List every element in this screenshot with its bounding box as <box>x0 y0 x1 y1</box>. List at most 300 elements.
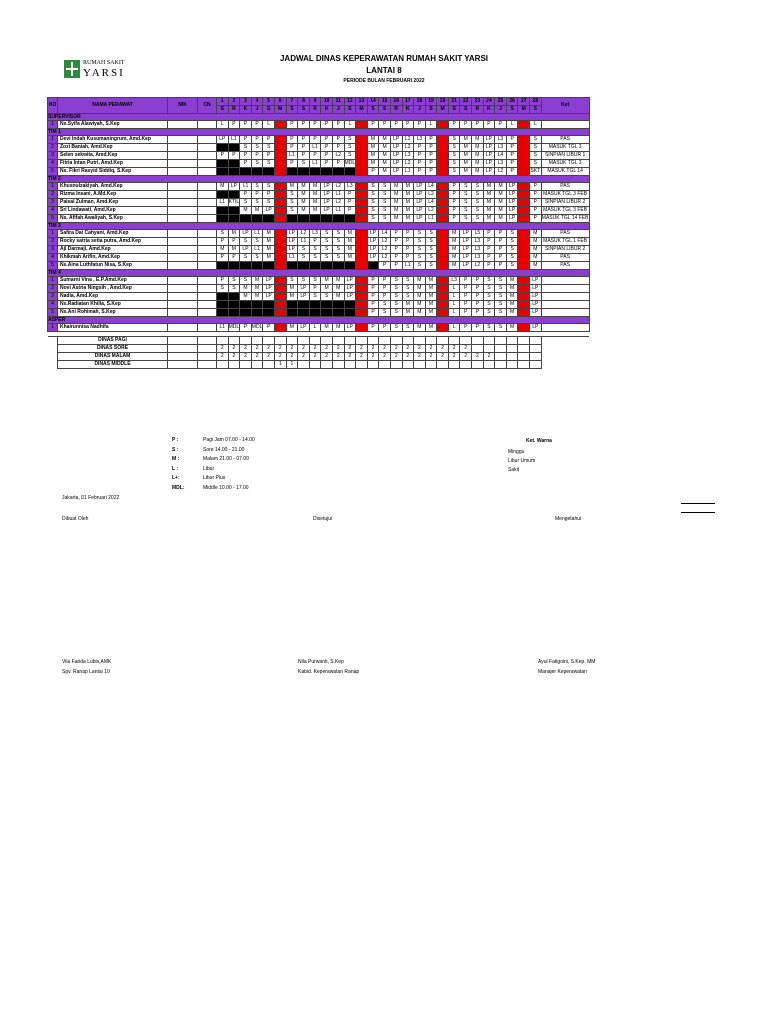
shift-cell <box>518 309 530 317</box>
shift-cell <box>518 136 530 144</box>
header-weekday: R <box>390 106 402 114</box>
summary-count <box>460 361 472 369</box>
shift-cell: S <box>460 191 472 199</box>
note-cell <box>541 301 589 309</box>
shift-cell <box>518 254 530 262</box>
shift-cell: L <box>344 121 356 129</box>
shift-cell <box>298 301 310 309</box>
note-cell: SINPIAN LIBUR 2 <box>541 246 589 254</box>
summary-count <box>263 361 275 369</box>
shift-cell: P <box>530 215 542 223</box>
row-number: 3 <box>48 246 58 254</box>
shift-cell: P <box>263 152 275 160</box>
shift-cell <box>263 215 275 223</box>
shift-cell <box>274 262 286 270</box>
shift-cell: P <box>298 121 310 129</box>
shift-cell <box>437 254 449 262</box>
shift-cell: P <box>472 309 484 317</box>
shift-cell <box>217 262 229 270</box>
shift-cell: S <box>251 238 263 246</box>
shift-cell <box>228 215 240 223</box>
shift-cell: LP <box>483 168 495 176</box>
shift-cell: S <box>495 324 507 332</box>
shift-cell <box>518 152 530 160</box>
shift-cell: M <box>448 262 460 270</box>
shift-cell: L <box>309 324 321 332</box>
shift-cell: S <box>530 144 542 152</box>
shift-cell: L2 <box>472 262 484 270</box>
shift-cell <box>518 246 530 254</box>
shift-cell: M <box>332 324 344 332</box>
shift-cell <box>309 168 321 176</box>
shift-cell: S <box>332 238 344 246</box>
shift-cell: L3 <box>309 230 321 238</box>
shift-cell: S <box>472 199 484 207</box>
summary-count: 2 <box>367 353 379 361</box>
summary-count <box>506 345 518 353</box>
row-number: 1 <box>48 324 58 332</box>
shift-cell: P <box>286 121 298 129</box>
shift-cell: S <box>495 301 507 309</box>
shift-cell: M <box>390 207 402 215</box>
summary-count <box>425 361 437 369</box>
header-weekday: S <box>298 106 310 114</box>
cn-cell <box>198 183 217 191</box>
shift-cell: P <box>472 285 484 293</box>
shift-cell: P <box>309 136 321 144</box>
shift-cell: S <box>460 199 472 207</box>
summary-count: 2 <box>274 345 286 353</box>
summary-count: 1 <box>286 361 298 369</box>
shift-cell: M <box>448 238 460 246</box>
shift-cell: P <box>251 136 263 144</box>
header-day: 4 <box>251 98 263 106</box>
shift-cell: P <box>286 136 298 144</box>
shift-cell <box>437 168 449 176</box>
shift-cell <box>344 215 356 223</box>
header-weekday: S <box>448 106 460 114</box>
shift-cell <box>356 301 368 309</box>
shift-cell: P <box>390 121 402 129</box>
shift-cell: M <box>472 152 484 160</box>
shift-cell: S <box>309 254 321 262</box>
shift-cell: P <box>402 246 414 254</box>
section-title: ASPER <box>48 317 590 324</box>
shift-cell <box>240 309 252 317</box>
nurse-name: Ns.Syifa Alawiyah, S.Kep <box>58 121 168 129</box>
shift-cell: L3 <box>414 136 426 144</box>
shift-cell: LP <box>460 238 472 246</box>
shift-cell: M <box>309 191 321 199</box>
shift-cell <box>344 168 356 176</box>
header-day: 2 <box>228 98 240 106</box>
shift-cell: L3 <box>472 254 484 262</box>
shift-cell: S <box>483 277 495 285</box>
shift-cell <box>518 160 530 168</box>
shift-cell: M <box>390 199 402 207</box>
shift-cell: P <box>530 191 542 199</box>
summary-count <box>390 361 402 369</box>
header-weekday: R <box>472 106 484 114</box>
signature-role: Mengetahui <box>555 516 582 522</box>
nik-cell <box>168 168 198 176</box>
shift-cell: S <box>390 301 402 309</box>
summary-count <box>518 361 530 369</box>
color-legend-item: Sakit <box>508 467 520 473</box>
shift-cell: M <box>460 168 472 176</box>
shift-cell <box>228 160 240 168</box>
shift-cell: P <box>367 285 379 293</box>
summary-count: 2 <box>298 353 310 361</box>
shift-cell <box>437 324 449 332</box>
shift-cell: P <box>483 246 495 254</box>
shift-cell <box>356 246 368 254</box>
summary-count <box>217 361 229 369</box>
summary-row <box>48 361 590 369</box>
shift-cell <box>356 254 368 262</box>
header-day: 7 <box>286 98 298 106</box>
shift-cell: LP <box>263 285 275 293</box>
summary-spacer <box>541 345 589 353</box>
cn-cell <box>198 191 217 199</box>
shift-cell <box>274 246 286 254</box>
shift-cell: M <box>460 144 472 152</box>
shift-cell: P <box>263 324 275 332</box>
shift-cell: P <box>367 324 379 332</box>
nurse-name: Zozi Baniah, Amd.Kep <box>58 144 168 152</box>
shift-cell: P <box>286 160 298 168</box>
shift-cell: S <box>530 152 542 160</box>
header-day: 1 <box>217 98 229 106</box>
shift-cell: P <box>483 254 495 262</box>
header-day: 9 <box>309 98 321 106</box>
shift-cell: LP <box>506 207 518 215</box>
shift-cell: M <box>460 136 472 144</box>
shift-cell <box>518 301 530 309</box>
shift-cell: S <box>425 254 437 262</box>
note-cell <box>541 324 589 332</box>
shift-cell: P <box>402 121 414 129</box>
summary-blank <box>198 345 217 353</box>
shift-cell <box>437 191 449 199</box>
section-title: TIM 4 <box>48 270 590 277</box>
shift-cell: S <box>286 191 298 199</box>
shift-cell: S <box>251 254 263 262</box>
summary-count <box>425 337 437 345</box>
shift-cell: S <box>298 246 310 254</box>
shift-cell: S <box>263 183 275 191</box>
shift-cell: M <box>251 293 263 301</box>
color-legend-item: Minggu <box>508 449 525 455</box>
shift-cell: LP <box>344 277 356 285</box>
nik-cell <box>168 309 198 317</box>
summary-count <box>217 337 229 345</box>
header-weekday: R <box>309 106 321 114</box>
header-day: 20 <box>437 98 449 106</box>
shift-cell <box>298 262 310 270</box>
summary-count <box>344 337 356 345</box>
row-number: 1 <box>48 230 58 238</box>
shift-cell: S <box>460 207 472 215</box>
summary-count: 2 <box>217 353 229 361</box>
shift-cell: LP <box>298 293 310 301</box>
shift-cell: P <box>309 238 321 246</box>
header-cn: CN <box>198 98 217 114</box>
shift-cell: M <box>379 160 391 168</box>
shift-cell: P <box>321 152 333 160</box>
shift-cell: P <box>483 238 495 246</box>
shift-cell <box>217 301 229 309</box>
header-weekday: K <box>483 106 495 114</box>
schedule-table <box>47 97 590 369</box>
shift-cell: S <box>495 309 507 317</box>
shift-cell: P <box>495 121 507 129</box>
signature-line <box>681 503 715 504</box>
shift-cell <box>321 168 333 176</box>
shift-cell: S <box>263 144 275 152</box>
shift-cell <box>356 215 368 223</box>
shift-cell: P <box>251 191 263 199</box>
shift-cell: LP <box>530 309 542 317</box>
row-number: 4 <box>48 254 58 262</box>
shift-cell: P <box>309 152 321 160</box>
row-number: 1 <box>48 183 58 191</box>
summary-row <box>48 337 590 345</box>
summary-count: 2 <box>274 353 286 361</box>
legend-code: P : <box>172 437 179 443</box>
shift-cell: LP <box>483 152 495 160</box>
table-row <box>48 324 590 332</box>
shift-cell: S <box>332 246 344 254</box>
shift-cell: P <box>402 230 414 238</box>
shift-cell: M <box>367 160 379 168</box>
summary-count <box>495 353 507 361</box>
shift-cell: S <box>425 230 437 238</box>
nik-cell <box>168 136 198 144</box>
shift-cell: P <box>448 121 460 129</box>
cn-cell <box>198 277 217 285</box>
shift-cell <box>518 238 530 246</box>
nurse-name: Khikmah Arifin, Amd.Kep <box>58 254 168 262</box>
nurse-name: Rocky satria setia putra, Amd.Kep <box>58 238 168 246</box>
legend-desc: Middle 10.00 - 17.00 <box>203 484 249 491</box>
summary-count: 2 <box>379 345 391 353</box>
shift-cell <box>274 215 286 223</box>
shift-cell: L <box>448 309 460 317</box>
shift-cell: M <box>402 215 414 223</box>
table-row <box>48 254 590 262</box>
legend-desc: Sore 14.00 - 21.00 <box>203 446 245 453</box>
shift-cell: M <box>344 254 356 262</box>
shift-cell: L2 <box>379 238 391 246</box>
shift-cell <box>240 168 252 176</box>
summary-blank <box>198 353 217 361</box>
shift-cell: P <box>460 309 472 317</box>
signature-name: Vila Farida Lubis,AMK <box>62 659 112 665</box>
shift-cell <box>251 301 263 309</box>
shift-cell <box>274 136 286 144</box>
shift-cell: P <box>228 238 240 246</box>
shift-cell <box>274 324 286 332</box>
summary-count: 2 <box>367 345 379 353</box>
shift-cell: S <box>414 254 426 262</box>
table-row <box>48 136 590 144</box>
shift-cell: M <box>298 191 310 199</box>
header-weekday: K <box>321 106 333 114</box>
header-day: 22 <box>460 98 472 106</box>
header-weekday: S <box>367 106 379 114</box>
shift-cell <box>437 160 449 168</box>
shift-cell: S <box>460 183 472 191</box>
summary-count: 2 <box>414 353 426 361</box>
shift-cell: P <box>217 238 229 246</box>
summary-count <box>472 337 484 345</box>
nurse-name: Ns. Afifah Awaliyah, S.Kep <box>58 215 168 223</box>
shift-cell: L3 <box>448 277 460 285</box>
shift-cell <box>217 207 229 215</box>
header-day: 5 <box>263 98 275 106</box>
shift-cell <box>437 309 449 317</box>
shift-cell: L4 <box>379 230 391 238</box>
header-day: 13 <box>356 98 368 106</box>
shift-cell: M <box>402 301 414 309</box>
shift-cell: M <box>495 207 507 215</box>
shift-cell: L2 <box>402 144 414 152</box>
shift-cell: M <box>251 207 263 215</box>
summary-count: 2 <box>263 353 275 361</box>
shift-cell <box>437 262 449 270</box>
shift-cell <box>518 183 530 191</box>
section-header <box>48 223 590 230</box>
table-row <box>48 293 590 301</box>
shift-cell: M <box>425 309 437 317</box>
shift-cell: P <box>390 254 402 262</box>
shift-cell: LP <box>390 144 402 152</box>
shift-cell: M <box>414 293 426 301</box>
note-cell: MASUK TGL 3 <box>541 160 589 168</box>
shift-cell: M <box>402 207 414 215</box>
shift-cell: M <box>414 277 426 285</box>
shift-cell: L2 <box>379 246 391 254</box>
shift-cell: P <box>298 152 310 160</box>
shift-cell <box>251 215 263 223</box>
summary-spacer <box>541 353 589 361</box>
summary-count <box>495 361 507 369</box>
shift-cell: M <box>530 238 542 246</box>
nurse-name: Safira Dai Cahyani, Amd.Kep <box>58 230 168 238</box>
shift-cell: S <box>530 160 542 168</box>
summary-count: 2 <box>437 345 449 353</box>
summary-count: 2 <box>309 353 321 361</box>
shift-cell: LP <box>344 324 356 332</box>
header-weekday: S <box>286 106 298 114</box>
summary-count: 2 <box>390 345 402 353</box>
header-day: 17 <box>402 98 414 106</box>
section-title: TIM 2 <box>48 176 590 183</box>
shift-cell: P <box>321 121 333 129</box>
shift-cell: S <box>390 285 402 293</box>
summary-count <box>263 337 275 345</box>
section-header <box>48 176 590 183</box>
shift-cell: P <box>367 293 379 301</box>
summary-count: 2 <box>286 353 298 361</box>
legend-code: M : <box>172 456 180 462</box>
cn-cell <box>198 285 217 293</box>
shift-cell: L2 <box>402 160 414 168</box>
summary-count <box>518 353 530 361</box>
shift-cell: P <box>472 301 484 309</box>
nurse-name: Khusnulzakiyah, Amd.Kep <box>58 183 168 191</box>
shift-cell: S <box>402 293 414 301</box>
nik-cell <box>168 160 198 168</box>
shift-cell: P <box>240 324 252 332</box>
shift-cell <box>263 301 275 309</box>
shift-cell: M <box>367 152 379 160</box>
note-cell: SINPIAN LIBUR 2 <box>541 199 589 207</box>
shift-cell <box>228 301 240 309</box>
shift-cell <box>298 215 310 223</box>
shift-cell: P <box>379 121 391 129</box>
shift-cell: S <box>217 230 229 238</box>
shift-cell: LP <box>460 254 472 262</box>
shift-cell <box>437 230 449 238</box>
note-cell <box>541 293 589 301</box>
shift-cell: L2 <box>402 136 414 144</box>
shift-cell: P <box>448 183 460 191</box>
shift-cell <box>321 309 333 317</box>
cn-cell <box>198 230 217 238</box>
shift-cell: M <box>321 277 333 285</box>
summary-count: 2 <box>402 353 414 361</box>
shift-cell: S <box>321 254 333 262</box>
row-number: 1 <box>48 136 58 144</box>
shift-cell: LP <box>483 136 495 144</box>
summary-label: DINAS PAGI <box>58 337 168 345</box>
shift-cell: S <box>251 199 263 207</box>
shift-cell: L2 <box>379 254 391 262</box>
legend-code: S : <box>172 446 179 453</box>
shift-cell: P <box>448 199 460 207</box>
header-day: 11 <box>332 98 344 106</box>
summary-count <box>344 361 356 369</box>
shift-cell: P <box>344 199 356 207</box>
shift-cell: P <box>530 183 542 191</box>
shift-cell: P <box>483 121 495 129</box>
summary-count <box>367 361 379 369</box>
shift-cell: M <box>321 324 333 332</box>
section-title: TIM 3 <box>48 223 590 230</box>
summary-count: 2 <box>321 345 333 353</box>
nurse-name: Khairunnisa Nadhifa <box>58 324 168 332</box>
shift-cell: M <box>530 262 542 270</box>
shift-cell: S <box>472 183 484 191</box>
summary-count: 2 <box>309 345 321 353</box>
shift-cell: P <box>390 230 402 238</box>
note-cell: MASUK TGL 3 FEB <box>541 207 589 215</box>
shift-cell: S <box>483 285 495 293</box>
shift-cell: L <box>263 121 275 129</box>
shift-cell: L <box>506 121 518 129</box>
summary-count <box>437 361 449 369</box>
shift-cell <box>217 309 229 317</box>
shift-cell <box>518 207 530 215</box>
shift-cell <box>240 262 252 270</box>
summary-count <box>437 337 449 345</box>
signature-title: Spv. Ranap Lantai 10 <box>62 669 110 675</box>
table-row <box>48 160 590 168</box>
shift-cell <box>274 285 286 293</box>
shift-cell: S <box>483 301 495 309</box>
